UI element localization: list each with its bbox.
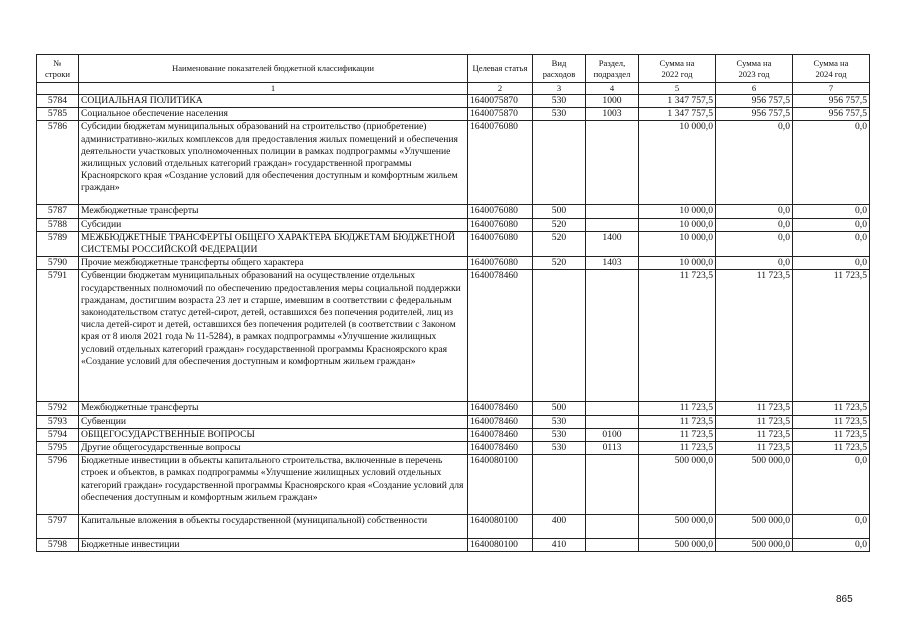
- sum-2023: 500 000,0: [716, 455, 793, 515]
- expense-type: 410: [533, 539, 586, 552]
- section-code: [586, 121, 639, 205]
- sum-2023: 0,0: [716, 231, 793, 256]
- sum-2024: 956 757,5: [793, 108, 870, 121]
- sum-2023: 0,0: [716, 218, 793, 231]
- section-code: [586, 205, 639, 218]
- section-code: [586, 455, 639, 515]
- indicator-name: СОЦИАЛЬНАЯ ПОЛИТИКА: [79, 95, 468, 108]
- indicator-name: Межбюджетные трансферты: [79, 205, 468, 218]
- column-number: 3: [533, 83, 586, 95]
- expense-type: 530: [533, 442, 586, 455]
- table-row: [37, 442, 870, 455]
- header-expense-type: Вид расходов: [533, 55, 586, 83]
- sum-2024: 0,0: [793, 121, 870, 205]
- row-number: 5797: [37, 515, 79, 539]
- indicator-name: Субвенции: [79, 415, 468, 428]
- sum-2024: 0,0: [793, 455, 870, 515]
- table-row: [37, 218, 870, 231]
- sum-2023: 500 000,0: [716, 515, 793, 539]
- sum-2023: 956 757,5: [716, 108, 793, 121]
- expense-type: 530: [533, 415, 586, 428]
- header-sum-2024: Сумма на 2024 год: [793, 55, 870, 83]
- sum-2023: 0,0: [716, 257, 793, 270]
- table-row: [37, 121, 870, 205]
- row-number: 5784: [37, 95, 79, 108]
- sum-2024: 11 723,5: [793, 270, 870, 402]
- expense-type: 530: [533, 108, 586, 121]
- expense-type: 520: [533, 257, 586, 270]
- target-article: 1640078460: [468, 428, 533, 441]
- sum-2024: 11 723,5: [793, 442, 870, 455]
- target-article: 1640080100: [468, 515, 533, 539]
- sum-2022: 500 000,0: [639, 515, 716, 539]
- row-number: 5796: [37, 455, 79, 515]
- table-row: [37, 270, 870, 402]
- sum-2022: 10 000,0: [639, 218, 716, 231]
- sum-2023: 956 757,5: [716, 95, 793, 108]
- sum-2023: 11 723,5: [716, 402, 793, 415]
- column-number: 7: [793, 83, 870, 95]
- section-code: 1400: [586, 231, 639, 256]
- table-row: [37, 231, 870, 256]
- header-sum-2022: Сумма на 2022 год: [639, 55, 716, 83]
- target-article: 1640076080: [468, 205, 533, 218]
- sum-2022: 500 000,0: [639, 539, 716, 552]
- section-code: 0100: [586, 428, 639, 441]
- table-row: [37, 257, 870, 270]
- target-article: 1640076080: [468, 121, 533, 205]
- column-number-row: [37, 83, 870, 95]
- target-article: 1640076080: [468, 231, 533, 256]
- table-row: [37, 415, 870, 428]
- section-code: 1403: [586, 257, 639, 270]
- indicator-name: Другие общегосударственные вопросы: [79, 442, 468, 455]
- column-number: [37, 83, 79, 95]
- row-number: 5794: [37, 428, 79, 441]
- sum-2022: 10 000,0: [639, 205, 716, 218]
- budget-table: [36, 54, 870, 552]
- expense-type: [533, 455, 586, 515]
- row-number: 5790: [37, 257, 79, 270]
- section-code: [586, 515, 639, 539]
- section-code: 1000: [586, 95, 639, 108]
- row-number: 5785: [37, 108, 79, 121]
- expense-type: 520: [533, 218, 586, 231]
- table-row: [37, 515, 870, 539]
- row-number: 5789: [37, 231, 79, 256]
- expense-type: 520: [533, 231, 586, 256]
- table-row: [37, 108, 870, 121]
- expense-type: 530: [533, 428, 586, 441]
- row-number: 5786: [37, 121, 79, 205]
- column-number: 2: [468, 83, 533, 95]
- expense-type: 500: [533, 402, 586, 415]
- indicator-name: Социальное обеспечение населения: [79, 108, 468, 121]
- expense-type: [533, 121, 586, 205]
- sum-2022: 11 723,5: [639, 402, 716, 415]
- sum-2024: 11 723,5: [793, 415, 870, 428]
- sum-2023: 0,0: [716, 205, 793, 218]
- row-number: 5791: [37, 270, 79, 402]
- row-number: 5792: [37, 402, 79, 415]
- header-target: Целевая статья: [468, 55, 533, 83]
- header-section: Раздел, подраздел: [586, 55, 639, 83]
- sum-2023: 0,0: [716, 121, 793, 205]
- table-row: [37, 95, 870, 108]
- table-row: [37, 205, 870, 218]
- section-code: 0113: [586, 442, 639, 455]
- table-row: [37, 402, 870, 415]
- target-article: 1640078460: [468, 270, 533, 402]
- indicator-name: МЕЖБЮДЖЕТНЫЕ ТРАНСФЕРТЫ ОБЩЕГО ХАРАКТЕРА БЮДЖЕТАМ БЮДЖЕТНОЙ СИСТЕМЫ РОССИЙСКОЙ ФЕДЕРАЦИИ: [79, 231, 468, 256]
- sum-2024: 0,0: [793, 231, 870, 256]
- sum-2023: 11 723,5: [716, 442, 793, 455]
- indicator-name: ОБЩЕГОСУДАРСТВЕННЫЕ ВОПРОСЫ: [79, 428, 468, 441]
- column-number: 6: [716, 83, 793, 95]
- indicator-name: Бюджетные инвестиции: [79, 539, 468, 552]
- sum-2022: 1 347 757,5: [639, 108, 716, 121]
- target-article: 1640076080: [468, 218, 533, 231]
- sum-2022: 11 723,5: [639, 428, 716, 441]
- section-code: [586, 218, 639, 231]
- sum-2024: 0,0: [793, 257, 870, 270]
- target-article: 1640075870: [468, 108, 533, 121]
- sum-2024: 0,0: [793, 205, 870, 218]
- sum-2022: 500 000,0: [639, 455, 716, 515]
- target-article: 1640080100: [468, 455, 533, 515]
- indicator-name: Прочие межбюджетные трансферты общего характера: [79, 257, 468, 270]
- sum-2024: 0,0: [793, 515, 870, 539]
- sum-2022: 1 347 757,5: [639, 95, 716, 108]
- section-code: [586, 402, 639, 415]
- sum-2024: 0,0: [793, 539, 870, 552]
- sum-2023: 500 000,0: [716, 539, 793, 552]
- row-number: 5787: [37, 205, 79, 218]
- table-row: [37, 428, 870, 441]
- section-code: [586, 539, 639, 552]
- target-article: 1640078460: [468, 402, 533, 415]
- page-number: 865: [836, 594, 853, 605]
- sum-2022: 10 000,0: [639, 257, 716, 270]
- target-article: 1640080100: [468, 539, 533, 552]
- sum-2023: 11 723,5: [716, 270, 793, 402]
- table-row: [37, 455, 870, 515]
- indicator-name: Субсидии бюджетам муниципальных образований на строительство (приобретение) административно-жилых комплексов для предоставления жилых помещений и обеспечения деятельности участковых уполномоченных полиции в рамках подпрограммы «Улучшение жилищных условий отдельных категорий граждан» государственной программы Красноярского края «Создание условий для обеспечения доступным и комфортным жильем граждан»: [79, 121, 468, 205]
- sum-2024: 11 723,5: [793, 402, 870, 415]
- column-number: 5: [639, 83, 716, 95]
- sum-2024: 956 757,5: [793, 95, 870, 108]
- target-article: 1640076080: [468, 257, 533, 270]
- sum-2023: 11 723,5: [716, 415, 793, 428]
- header-name: Наименование показателей бюджетной классификации: [79, 55, 468, 83]
- sum-2022: 10 000,0: [639, 121, 716, 205]
- row-number: 5788: [37, 218, 79, 231]
- indicator-name: Субвенции бюджетам муниципальных образований на осуществление отдельных государственных полномочий по обеспечению предоставления меры социальной поддержки гражданам, достигшим возраста 23 лет и старше, имевшим в соответствии с федеральным законодательством статус детей-сирот, детей, оставшихся без попечения родителей, лиц из числа детей-сирот и детей, оставшихся без попечения родителей (в соответствии с Законом края от 8 июля 2021 года № 11-5284), в рамках подпрограммы «Улучшение жилищных условий отдельных категорий граждан» государственной программы Красноярского края «Создание условий для обеспечения доступным и комфортным жильем граждан»: [79, 270, 468, 402]
- indicator-name: Межбюджетные трансферты: [79, 402, 468, 415]
- row-number: 5793: [37, 415, 79, 428]
- section-code: [586, 415, 639, 428]
- expense-type: 530: [533, 95, 586, 108]
- sum-2024: 0,0: [793, 218, 870, 231]
- sum-2024: 11 723,5: [793, 428, 870, 441]
- target-article: 1640078460: [468, 415, 533, 428]
- indicator-name: Капитальные вложения в объекты государственной (муниципальной) собственности: [79, 515, 468, 539]
- sum-2022: 11 723,5: [639, 270, 716, 402]
- expense-type: 500: [533, 205, 586, 218]
- header-row-number: № строки: [37, 55, 79, 83]
- row-number: 5798: [37, 539, 79, 552]
- column-number: 4: [586, 83, 639, 95]
- table-row: [37, 539, 870, 552]
- section-code: 1003: [586, 108, 639, 121]
- target-article: 1640075870: [468, 95, 533, 108]
- sum-2022: 10 000,0: [639, 231, 716, 256]
- indicator-name: Субсидии: [79, 218, 468, 231]
- target-article: 1640078460: [468, 442, 533, 455]
- header-sum-2023: Сумма на 2023 год: [716, 55, 793, 83]
- expense-type: [533, 270, 586, 402]
- header-row: [37, 55, 870, 83]
- sum-2023: 11 723,5: [716, 428, 793, 441]
- sum-2022: 11 723,5: [639, 415, 716, 428]
- expense-type: 400: [533, 515, 586, 539]
- section-code: [586, 270, 639, 402]
- sum-2022: 11 723,5: [639, 442, 716, 455]
- column-number: 1: [79, 83, 468, 95]
- indicator-name: Бюджетные инвестиции в объекты капитального строительства, включенные в перечень строек и объектов, в рамках подпрограммы «Улучшение жилищных условий отдельных категорий граждан» государственной программы Красноярского края «Создание условий для обеспечения доступным и комфортным жильем граждан»: [79, 455, 468, 515]
- row-number: 5795: [37, 442, 79, 455]
